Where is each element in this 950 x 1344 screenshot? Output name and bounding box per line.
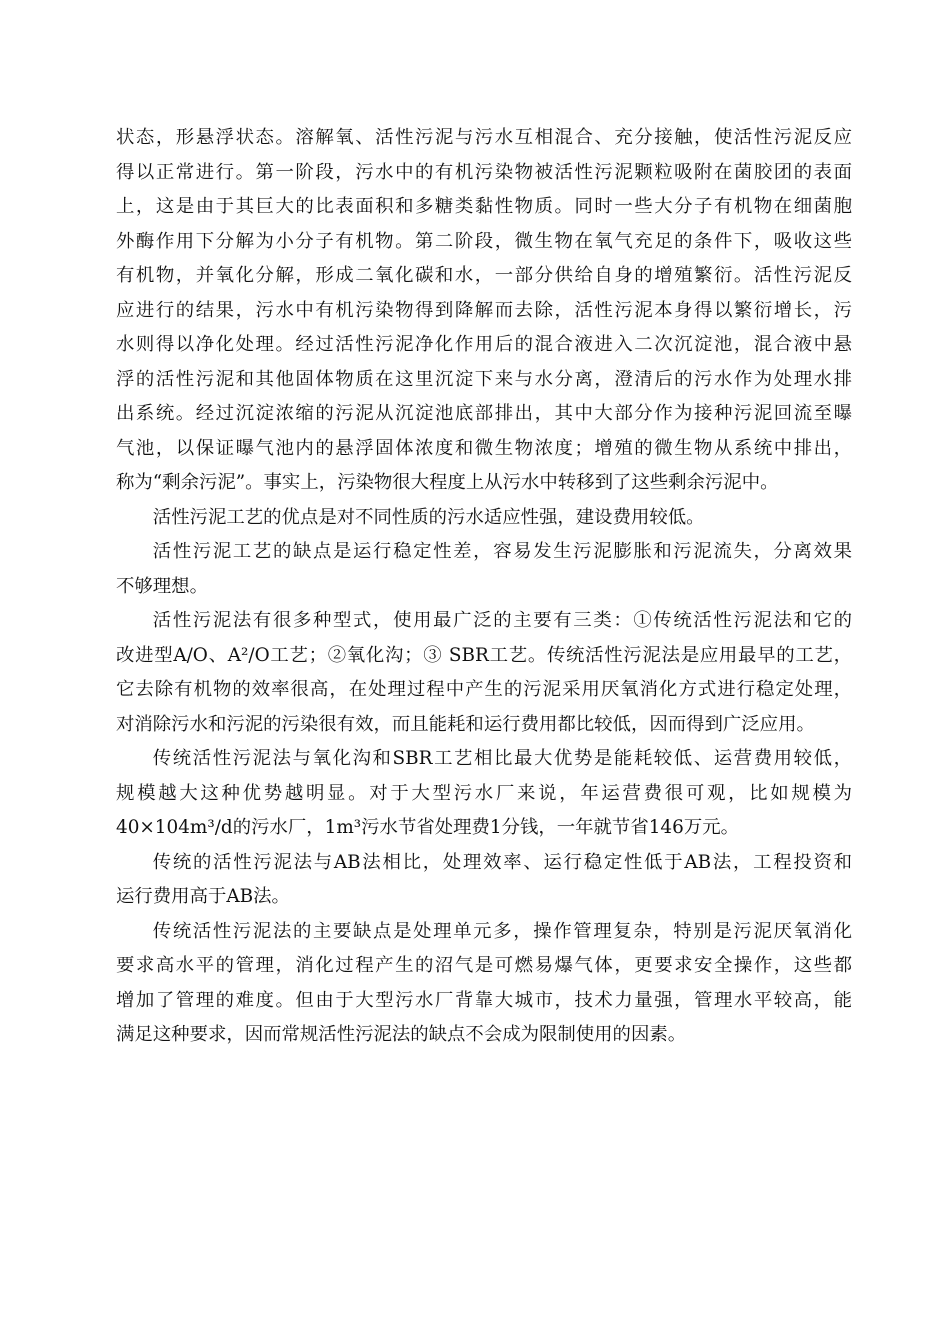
paragraph-4 xyxy=(116,604,852,742)
paragraph-5 xyxy=(116,742,852,846)
text-line: 状态，形悬浮状态。溶解氧、活性污泥与污水互相混合、充分接触，使活性污泥反应 xyxy=(116,127,852,148)
text-line: 规模越大这种优势越明显。对于大型污水厂来说，年运营费很可观，比如规模为 xyxy=(116,782,852,804)
text-line: 应进行的结果，污水中有机污染物得到降解而去除，活性污泥本身得以繁衍增长，污 xyxy=(116,299,852,321)
text-line: 40×104m³/d的污水厂，1m³污水节省处理费1分钱，一年就节省146万元。 xyxy=(116,817,739,838)
text-line: 外酶作用下分解为小分子有机物。第二阶段，微生物在氧气充足的条件下，吸收这些 xyxy=(116,230,852,252)
document-body xyxy=(116,121,852,1053)
text-line: 上，这是由于其巨大的比表面积和多糖类黏性物质。同时一些大分子有机物在细菌胞 xyxy=(116,196,852,217)
text-line: 水则得以净化处理。经过活性污泥净化作用后的混合液进入二次沉淀池，混合液中悬 xyxy=(116,334,852,355)
text-line: 它去除有机物的效率很高，在处理过程中产生的污泥采用厌氧消化方式进行稳定处理， xyxy=(116,679,852,700)
text-line: 满足这种要求，因而常规活性污泥法的缺点不会成为限制使用的因素。 xyxy=(116,1024,687,1045)
text-line: 传统活性污泥法的主要缺点是处理单元多，操作管理复杂，特别是污泥厌氧消化 xyxy=(152,920,852,942)
text-line: 改进型A/O、A²/O工艺；②氧化沟；③ SBR工艺。传统活性污泥法是应用最早的工艺， xyxy=(116,644,852,666)
text-line: 不够理想。 xyxy=(116,575,208,597)
paragraph-6 xyxy=(116,846,852,915)
text-line: 传统活性污泥法与氧化沟和SBR工艺相比最大优势是能耗较低、运营费用较低， xyxy=(152,748,852,769)
text-line: 称为“剩余污泥”。事实上，污染物很大程度上从污水中转移到了这些剩余污泥中。 xyxy=(116,472,779,493)
text-line: 气池，以保证曝气池内的悬浮固体浓度和微生物浓度；增殖的微生物从系统中排出， xyxy=(116,437,852,459)
text-line: 有机物，并氧化分解，形成二氧化碳和水，一部分供给自身的增殖繁衍。活性污泥反 xyxy=(116,265,852,286)
paragraph-7 xyxy=(116,915,852,1053)
text-line: 得以正常进行。第一阶段，污水中的有机污染物被活性污泥颗粒吸附在菌胶团的表面 xyxy=(116,161,852,183)
text-line: 要求高水平的管理，消化过程产生的沼气是可燃易爆气体，更要求安全操作，这些都 xyxy=(116,955,852,976)
text-line: 出系统。经过沉淀浓缩的污泥从沉淀池底部排出，其中大部分作为接种污泥回流至曝 xyxy=(116,403,852,424)
text-line: 活性污泥工艺的优点是对不同性质的污水适应性强，建设费用较低。 xyxy=(152,506,705,528)
paragraph-2 xyxy=(116,501,852,536)
paragraph-1 xyxy=(116,121,852,501)
text-line: 运行费用高于AB法。 xyxy=(116,886,290,907)
text-line: 浮的活性污泥和其他固体物质在这里沉淀下来与水分离，澄清后的污水作为处理水排 xyxy=(116,368,852,390)
paragraph-3 xyxy=(116,535,852,604)
text-line: 增加了管理的难度。但由于大型污水厂背靠大城市，技术力量强，管理水平较高，能 xyxy=(116,989,852,1011)
text-line: 活性污泥法有很多种型式，使用最广泛的主要有三类：①传统活性污泥法和它的 xyxy=(152,610,852,631)
text-line: 活性污泥工艺的缺点是运行稳定性差，容易发生污泥膨胀和污泥流失，分离效果 xyxy=(152,541,852,562)
text-line: 对消除污水和污泥的污染很有效，而且能耗和运行费用都比较低，因而得到广泛应用。 xyxy=(116,713,815,735)
text-line: 传统的活性污泥法与AB法相比，处理效率、运行稳定性低于AB法，工程投资和 xyxy=(152,851,852,873)
